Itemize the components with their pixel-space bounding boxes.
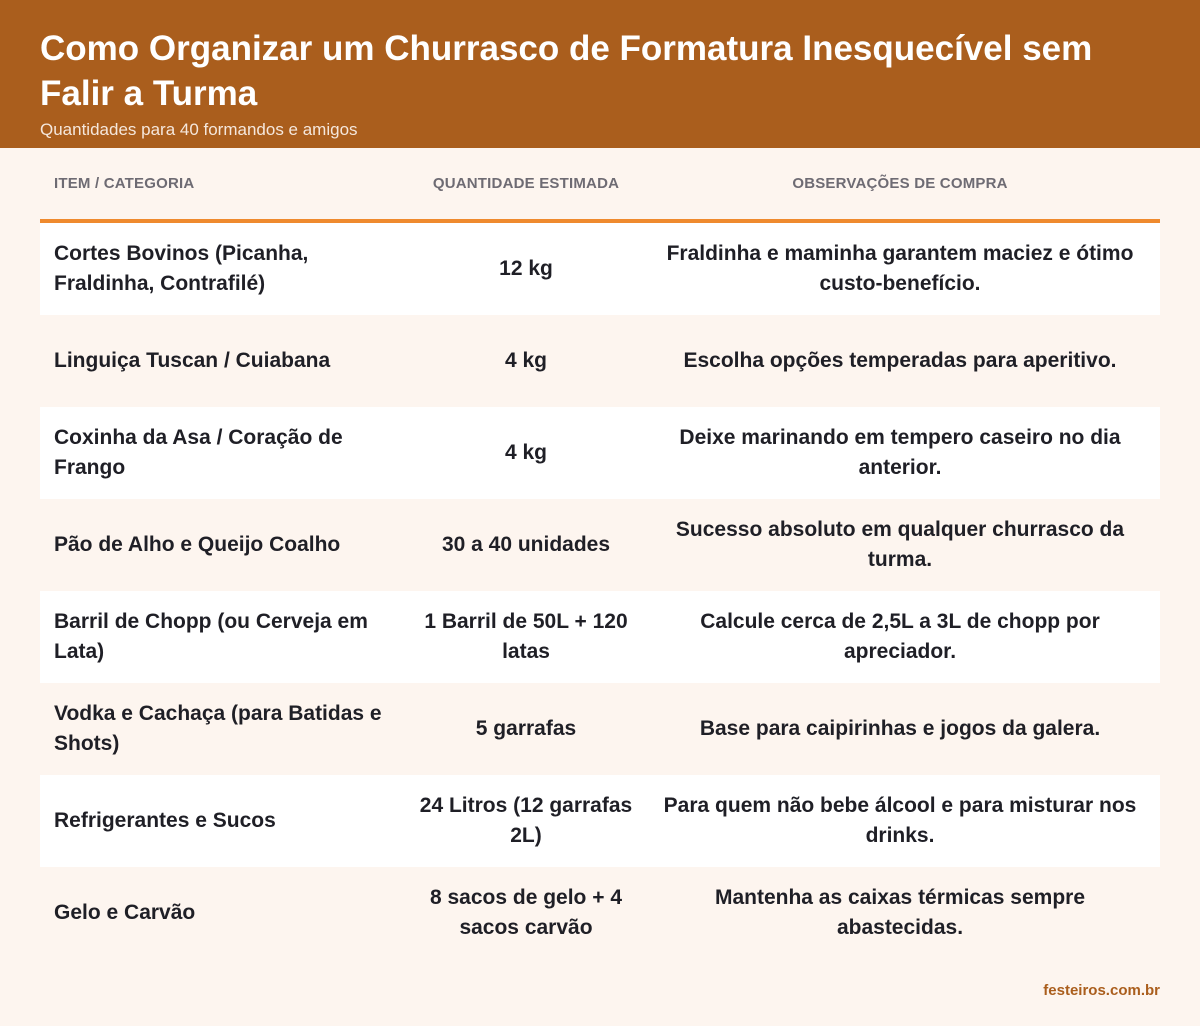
- note-cell: Mantenha as caixas térmicas sempre abastecidas.: [714, 886, 1086, 939]
- quantity-cell: 24 Litros (12 garrafas 2L): [419, 794, 633, 847]
- header-banner: [0, 0, 1200, 148]
- table-row: [40, 867, 1160, 959]
- item-cell: Pão de Alho e Queijo Coalho: [54, 533, 341, 556]
- table-row: [40, 223, 1160, 315]
- note-cell: Deixe marinando em tempero caseiro no dia anterior.: [679, 426, 1121, 479]
- page-subtitle: Quantidades para 40 formandos e amigos: [40, 120, 358, 139]
- table-row: [40, 499, 1160, 591]
- table-header: [40, 148, 1160, 223]
- column-header-quantity: QUANTIDADE ESTIMADA: [432, 175, 620, 192]
- item-cell: Coxinha da Asa / Coração de Frango: [54, 426, 343, 479]
- item-cell: Vodka e Cachaça (para Batidas e Shots): [54, 702, 382, 755]
- quantity-cell: 1 Barril de 50L + 120 latas: [424, 610, 628, 663]
- column-header-notes: OBSERVAÇÕES DE COMPRA: [792, 175, 1008, 192]
- quantity-cell: 8 sacos de gelo + 4 sacos carvão: [429, 886, 622, 939]
- quantity-cell: 4 kg: [504, 349, 548, 372]
- column-header-item: ITEM / CATEGORIA: [54, 175, 195, 192]
- table-row: [40, 315, 1160, 407]
- table-row: [40, 591, 1160, 683]
- item-cell: Cortes Bovinos (Picanha, Fraldinha, Contrafilé): [54, 242, 309, 295]
- table-row: [40, 407, 1160, 499]
- item-cell: Refrigerantes e Sucos: [54, 809, 276, 832]
- note-cell: Calcule cerca de 2,5L a 3L de chopp por apreciador.: [700, 610, 1100, 663]
- table-row: [40, 683, 1160, 775]
- table-row: [40, 775, 1160, 867]
- page-title: Como Organizar um Churrasco de Formatura Inesquecível sem Falir a Turma: [40, 29, 1093, 113]
- shopping-table: [40, 148, 1160, 959]
- quantity-cell: 30 a 40 unidades: [441, 533, 611, 556]
- quantity-cell: 12 kg: [499, 257, 553, 280]
- item-cell: Linguiça Tuscan / Cuiabana: [54, 349, 331, 372]
- source-credit: festeiros.com.br: [1043, 982, 1160, 999]
- item-cell: Gelo e Carvão: [54, 901, 196, 924]
- note-cell: Fraldinha e maminha garantem maciez e ótimo custo-benefício.: [666, 242, 1134, 295]
- quantity-cell: 4 kg: [504, 441, 548, 464]
- note-cell: Base para caipirinhas e jogos da galera.: [699, 717, 1101, 740]
- quantity-cell: 5 garrafas: [475, 717, 577, 740]
- note-cell: Para quem não bebe álcool e para misturar nos drinks.: [663, 794, 1137, 847]
- note-cell: Escolha opções temperadas para aperitivo.: [683, 349, 1117, 372]
- item-cell: Barril de Chopp (ou Cerveja em Lata): [54, 610, 368, 663]
- note-cell: Sucesso absoluto em qualquer churrasco da turma.: [675, 518, 1125, 571]
